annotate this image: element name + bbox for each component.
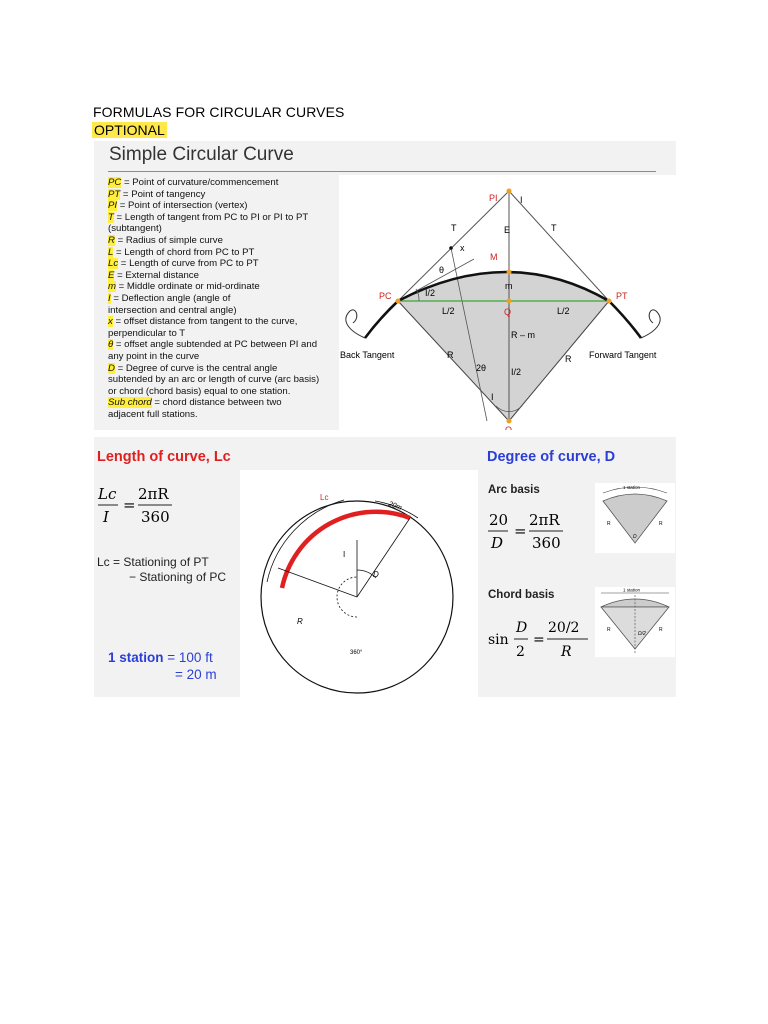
definition-term: D — [108, 362, 115, 374]
degree-of-curve-title: Degree of curve, D — [487, 449, 616, 465]
chord-den-right: R — [561, 644, 572, 660]
station-definition — [108, 649, 217, 683]
label-t-left: T — [451, 223, 457, 233]
definition-term: Lc — [108, 258, 119, 270]
arc-d-label: D — [633, 534, 637, 540]
curve-formulas-panel — [94, 437, 676, 697]
arc-basis-formula — [484, 507, 574, 553]
definition-term: R — [108, 234, 115, 246]
label-m: m — [505, 281, 513, 291]
arc-num-right: 2πR — [529, 511, 560, 529]
svg-text:=: = — [123, 496, 136, 514]
label-o: O — [505, 425, 513, 430]
chord-r-right: R — [659, 627, 663, 633]
definition-text: or chord (chord basis) equal to one station. — [108, 385, 291, 397]
definition-text: = Deflection angle (angle of — [110, 292, 231, 304]
definition-term: θ — [108, 339, 114, 351]
definition-item — [108, 270, 348, 282]
arc-r-right: R — [659, 521, 663, 527]
pi-point — [507, 189, 512, 194]
definition-item — [108, 258, 348, 270]
definition-item — [108, 328, 348, 340]
definition-text: = Radius of simple curve — [114, 234, 223, 246]
label-forward-tangent: Forward Tangent — [589, 350, 657, 360]
lc-den-left: I — [103, 508, 109, 526]
label-back-tangent: Back Tangent — [340, 350, 395, 360]
label-m-point: M — [490, 252, 498, 262]
radius-to-arc-end — [357, 518, 410, 597]
arc-basis-figure — [595, 483, 675, 553]
station-value-2: = 20 m — [175, 667, 217, 682]
simple-curve-heading: Simple Circular Curve — [109, 144, 294, 165]
lc-num-right: 2πR — [138, 485, 169, 503]
arc-num-left: 20 — [489, 511, 509, 529]
definition-text: perpendicular to T — [108, 327, 186, 339]
definition-term: PI — [108, 200, 118, 212]
label-r-left: R — [447, 350, 454, 360]
arc-r-left: R — [607, 521, 611, 527]
back-end-hook — [346, 310, 365, 338]
lc-den-right: 360 — [141, 508, 170, 526]
length-of-curve-formula — [96, 481, 186, 527]
definition-term: L — [108, 246, 114, 258]
page-title: FORMULAS FOR CIRCULAR CURVES — [93, 104, 345, 120]
station-value-1: = 100 ft — [167, 650, 213, 665]
definition-item — [108, 177, 348, 189]
label-half-l-right: L/2 — [557, 306, 570, 316]
definition-item — [108, 351, 348, 363]
definition-item — [108, 305, 348, 317]
definition-text: intersection and central angle) — [108, 304, 237, 316]
optional-label: OPTIONAL — [94, 122, 165, 138]
definition-item — [108, 293, 348, 305]
m-point — [507, 270, 512, 275]
definition-item — [108, 235, 348, 247]
definition-text: = Length of tangent from PC to PI or PI to PT — [113, 211, 309, 223]
chord-station-label: 1 station — [623, 587, 641, 593]
definition-term: PT — [108, 188, 121, 200]
definition-text: = Point of tangency — [120, 188, 206, 200]
simple-curve-panel — [94, 141, 676, 430]
definition-text: any point in the curve — [108, 350, 200, 362]
definition-text: = offset angle subtended at PC between PI and — [113, 339, 318, 351]
q-point — [507, 299, 512, 304]
label-d-fig: D — [373, 570, 379, 579]
arc-den-right: 360 — [532, 534, 561, 552]
definition-text: = Middle ordinate or mid-ordinate — [116, 281, 260, 293]
definition-text: (subtangent) — [108, 223, 162, 235]
definition-term: E — [108, 269, 115, 281]
length-of-curve-figure — [240, 470, 478, 697]
definition-item — [108, 281, 348, 293]
label-i-top: I — [520, 195, 523, 205]
definition-item — [108, 189, 348, 201]
pc-point — [396, 299, 401, 304]
label-e: E — [504, 225, 511, 235]
label-pi: PI — [489, 193, 498, 203]
definition-term: PC — [108, 177, 122, 188]
label-i-bottom: I — [491, 392, 494, 402]
definition-term: T — [108, 211, 114, 223]
definition-item — [108, 200, 348, 212]
definition-item — [108, 223, 348, 235]
definition-text: subtended by an arc or length of curve (arc basis) — [108, 374, 320, 386]
definition-term: m — [108, 281, 116, 293]
svg-text:=: = — [514, 522, 527, 540]
definition-text: = chord distance between two — [151, 397, 282, 409]
forward-tangent-extension — [609, 301, 641, 338]
label-half-i-bottom: I/2 — [511, 367, 522, 377]
label-theta: θ — [439, 265, 445, 275]
label-t-right: T — [551, 223, 557, 233]
definition-item — [108, 212, 348, 224]
x-point — [449, 246, 453, 250]
definition-text: = Length of chord from PC to PT — [113, 246, 255, 258]
definition-text: = Point of curvature/commencement — [121, 177, 279, 188]
simple-curve-diagram — [339, 175, 676, 430]
chord-sin: sin — [488, 632, 509, 648]
definition-item — [108, 409, 348, 421]
lc-num-left: Lc — [98, 485, 117, 503]
station-label: 1 station — [108, 650, 164, 665]
definition-item — [108, 397, 348, 409]
definition-term: x — [108, 316, 113, 328]
definition-text: adjacent full stations. — [108, 408, 198, 420]
definition-item — [108, 386, 348, 398]
label-r-fig: R — [297, 617, 303, 626]
label-r-minus-m: R – m — [511, 330, 536, 340]
definition-term: Sub chord — [108, 397, 152, 409]
forward-end-hook — [641, 310, 660, 338]
chord-num-left: D — [516, 620, 528, 636]
definition-text: = Degree of curve is the central angle — [114, 362, 278, 374]
label-pc: PC — [379, 291, 392, 301]
definition-text: = Length of curve from PC to PT — [118, 258, 259, 270]
definition-item — [108, 339, 348, 351]
label-q: Q — [504, 307, 512, 317]
definition-item — [108, 316, 348, 328]
definition-item — [108, 363, 348, 375]
definition-text: = External distance — [114, 269, 199, 281]
label-360: 360° — [350, 650, 363, 656]
label-r-right: R — [565, 354, 572, 364]
definition-text: = offset distance from tangent to the curve, — [112, 316, 298, 328]
chord-d-half-label: D/2 — [638, 631, 646, 637]
label-i-fig: I — [343, 550, 346, 559]
svg-text:=: = — [533, 632, 545, 648]
stationing-line-1: Lc = Stationing of PT — [97, 555, 209, 569]
label-20m: 20m — [387, 500, 403, 512]
label-pt: PT — [616, 291, 628, 301]
chord-basis-formula — [484, 614, 596, 662]
radius-to-arc-start — [278, 568, 357, 597]
arc-basis-label: Arc basis — [488, 484, 540, 496]
definition-text: = Point of intersection (vertex) — [117, 200, 248, 212]
length-of-curve-title: Length of curve, Lc — [97, 449, 231, 465]
heading-rule — [108, 171, 656, 172]
small-dashed-circle — [337, 577, 357, 617]
definition-item — [108, 374, 348, 386]
definition-item — [108, 247, 348, 259]
stationing-line-2: − Stationing of PC — [129, 570, 227, 584]
o-point — [507, 419, 512, 424]
arc-station-label: 1 station — [623, 485, 641, 490]
label-x: x — [460, 243, 465, 253]
pt-point — [607, 299, 612, 304]
stationing-formula — [97, 555, 226, 585]
back-tangent-extension — [365, 301, 398, 338]
arc-den-left: D — [491, 534, 504, 552]
label-lc-fig: Lc — [320, 493, 329, 502]
definition-term: I — [108, 292, 111, 304]
label-two-theta: 2θ — [476, 363, 487, 373]
definitions-list — [108, 177, 348, 420]
chord-basis-figure — [595, 587, 675, 657]
chord-num-right: 20/2 — [548, 620, 580, 636]
label-half-i-left: I/2 — [425, 288, 436, 298]
chord-basis-label: Chord basis — [488, 589, 555, 601]
chord-r-left: R — [607, 627, 611, 633]
chord-den-left: 2 — [516, 644, 525, 660]
label-half-l-left: L/2 — [442, 306, 455, 316]
